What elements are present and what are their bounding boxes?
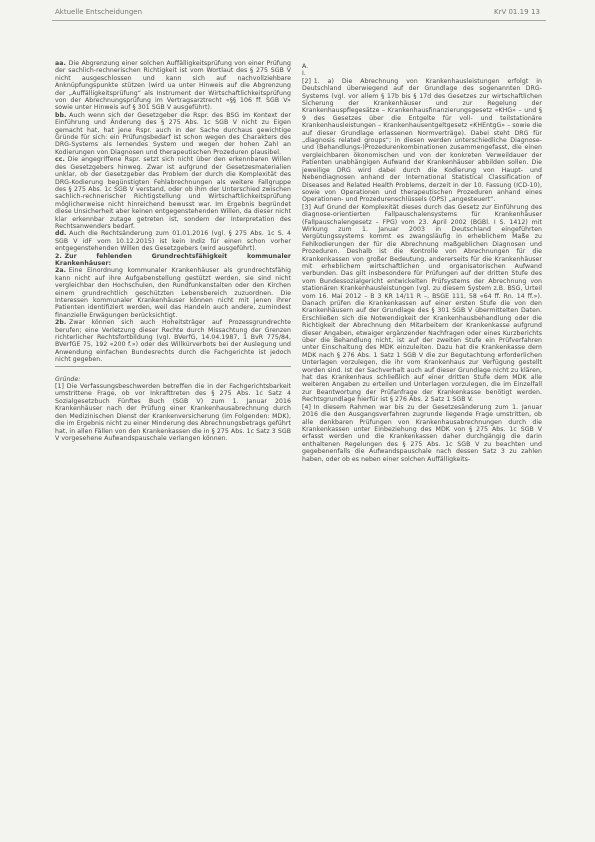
guiding-principle-2a: [55, 267, 291, 319]
guiding-principle-aa: [55, 60, 291, 112]
heading-marker: 2.: [55, 252, 62, 260]
margin-paragraph-3: [302, 204, 542, 404]
guiding-principle-bb: [55, 112, 291, 156]
page-number: 13: [531, 8, 540, 16]
journal-issue: KrV 01.19: [494, 8, 529, 16]
item-text: Die angegriffene Rspr. setzt sich nicht über den erkennbaren Willen des Gesetzgebers hinweg. Zwar ist aufgrund der Gesetzesmaterialien unklar, ob der Gesetzgeber das Problem der durch die Komplexität des DRG-Kodierung begünstigten Fehlabrechnungen als weitere Fallgruppe des § 275 Abs. 1c SGB V verstand, oder ob ihm der Unterschied zwischen sachlich-rechnerischer Richtigstellung und Wirtschaftlichkeitsprüfung möglicherweise nicht hinreichend bewusst war. Im Ergebnis begründet diese Unsicherheit aber keinen entgegenstehenden Willen, da dieser nicht klar erkennbar zutage getreten ist, sondern der Interpretation des Rechtsanwenders bedarf.: [55, 156, 291, 230]
item-text: Die Abgrenzung einer solchen Auffälligkeitsprüfung von einer Prüfung der sachlich-rechnerischen Richtigkeit ist vom Wortlaut des § 275 SGB V nicht ausgeschlossen und kann sich auf nachvollziehbare Anknüpfungspunkte stützen (wird ua unter Hinweis auf die Abgrenzung der „Auffälligkeitsprüfung“ als Instrument der Wirtschaftlichkeitsprüfung von der Abrechnungsprüfung im Vertragsarztrecht «§§ 106 ff. SGB V» sowie unter Hinweis auf § 301 SGB V ausgeführt).: [55, 60, 291, 112]
paragraph-text: In diesem Rahmen war bis zu der Gesetzesänderung zum 1. Januar 2016 die den Ausgangsverfahren zugrunde liegende Frage umstritten, ob alle denkbaren Prüfungen von Krankenhausabrechnungen durch die Krankenkassen unter Einbeziehung des MDK von § 275 Abs. 1c SGB V erfasst werden und die Krankenkassen daher durchgängig die darin enthaltenen Regelungen des § 275 Abs. 1c SGB V zu beachten und gegebenenfalls die Aufwandspauschale nach dessen Satz 3 zu zahlen haben, oder ob es neben einer solchen Auffälligkeits-: [302, 403, 542, 463]
left-column: [55, 60, 291, 442]
header-rule: [52, 20, 546, 21]
item-marker: cc.: [55, 156, 65, 164]
section-heading-2: [55, 253, 291, 268]
item-text: Auch wenn sich der Gesetzgeber die Rspr. des BSG im Kontext der Einführung und Änderung des § 275 Abs. 1c SGB V nicht zu Eigen gemacht hat, hat jene Rspr. auch in der Sache durchaus gewichtige Gründe für sich: ein Prüfungsbedarf ist schon wegen des Charakters des DRG-Systems als lernendes System und wegen der hohen Zahl an Kodierungen von Diagnosen und therapeutischen Prozeduren plausibel.: [55, 111, 291, 156]
item-text: Eine Einordnung kommunaler Krankenhäuser als grundrechtsfähig kann nicht auf ihre Aufgabenstellung gestützt werden, sie sind nicht vergleichbar den Hochschulen, den Rundfunkanstalten oder den Kirchen einem grundrechtlich geschützten Lebensbereich zuzuordnen. Die Interessen kommunaler Krankenhäuser können nicht mit jenen ihrer Patienten identifiziert werden, weil das Handeln auch andere, zumindest finanzielle Erwägungen berücksichtigt.: [55, 267, 291, 319]
margin-paragraph-2: [302, 78, 542, 204]
margin-number: [2]: [302, 77, 311, 85]
section-heading-a: A.: [302, 63, 309, 70]
item-marker: aa.: [55, 60, 66, 67]
paragraph-text: Die Verfassungsbeschwerden betreffen die in der Fachgerichtsbarkeit umstrittene Frage, ob vor Inkrafttreten des § 275 Abs. 1c Satz 4 Sozialgesetzbuch Fünftes Buch (SGB V) zum 1. Januar 2016 Krankenhäuser nach der Prüfung einer Krankenhausabrechnung durch den Medizinischen Dienst der Krankenversicherung (im Folgenden: MDK), die im Ergebnis nicht zu einer Minderung des Abrechnungsbetrags geführt hat, in allen Fällen von den Krankenkassen die in § 275 Abs. 1c Satz 3 SGB V vorgesehene Aufwandspauschale verlangen können.: [55, 383, 291, 442]
running-header-section: Aktuelle Entscheidungen: [55, 8, 143, 16]
reasons-label: Gründe:: [55, 375, 81, 383]
guiding-principle-dd: [55, 230, 291, 252]
subsection-heading-i: I.: [302, 70, 306, 78]
guiding-principle-2b: [55, 319, 291, 363]
paragraph-text: Auf Grund der Komplexität dieses durch das Gesetz zur Einführung des diagnose-orientierten Fallpauschalensystems für Krankenhäuser (Fallpauschalengesetz – FPG) vom 23. April 2002 (BGBl. I S. 1412) mit Wirkung zum 1. Januar 2003 in Deutschland eingeführten Vergütungssystems kommt es zwangsläufig in erheblichem Maße zu Fehlkodierungen der für die Abrechnung maßgeblichen Diagnosen und Prozeduren. Deshalb ist die Kontrolle von Abrechnungen für die Krankenkassen von großer Bedeutung, andererseits für die Krankenhäuser mit erheblichem wirtschaftlichen und organisatorischen Aufwand verbunden. Das gilt insbesondere für Prüfungen auf der dritten Stufe des vom Bundessozialgericht entwickelten Prüfsystems der Abrechnung von stationären Krankenhausleistungen (vgl. zu diesem System z.B. BSG, Urteil vom 16. Mai 2012 – B 3 KR 14/11 R –, BSGE 111, 58 «64 ff. Rn. 14 ff.»). Danach prüfen die Krankenkassen auf einer ersten Stufe die von den Krankenhäusern auf der Grundlage des § 301 SGB V übermittelten Daten. Erschließen sich die Notwendigkeit der Krankenhausbehandlung oder die Richtigkeit der Abrechnung den Mitarbeitern der Krankenkasse aufgrund dieser Angaben, etwaiger ergänzender Nachfragen oder eines Kurzberichts über die Behandlung nicht, ist auf der zweiten Stufe ein Prüfverfahren unter Einschaltung des MDK einzuleiten. Dazu hat die Krankenkasse dem MDK nach § 276 Abs. 1 Satz 1 SGB V die zur Begutachtung erforderlichen Unterlagen vorzulegen, die ihr vom Krankenhaus zur Verfügung gestellt worden sind. Ist der Sachverhalt auch auf dieser Grundlage nicht zu klären, hat das Krankenhaus schließlich auf einer dritten Stufe dem MDK alle weiteren Angaben zu erteilen und Unterlagen vorzulegen, die im Einzelfall zur Beantwortung der Prüfanfrage der Krankenkasse benötigt werden. Rechtsgrundlage hierfür ist § 276 Abs. 2 Satz 1 SGB V.: [302, 203, 542, 404]
item-text: Zwar können sich auch Hoheitsträger auf Prozessgrundrechte berufen; eine Verletzung dieser Rechte durch Missachtung der Grenzen richterlicher Rechtsfortbildung (vgl. BVerfG, 14.04.1987, 1 BvR 775/84, BVerfGE 75, 192 «200 f.») oder des Willkürverbots bei der Auslegung und Anwendung einfachen Bundesrechts durch die Fachgerichte ist jedoch nicht gegeben.: [55, 319, 291, 364]
paragraph-text: 1. a) Die Abrechnung von Krankenhausleistungen erfolgt in Deutschland überwiegend auf der Grundlage des sogenannten DRG-Systems (vgl. vor allem § 17b bis § 17d des Gesetzes zur wirtschaftlichen Sicherung der Krankenhäuser und zur Regelung der Krankenhauspflegesätze – Krankenhausfinanzierungsgesetz «KHG» – und § 9 des Gesetzes über die Entgelte für voll- und teilstationäre Krankenhausleistungen – Krankenhausentgeltgesetz «KHEntgG» – sowie die auf dieser Grundlage erlassenen Normverträge). Dabei steht DRG für „diagnosis related groups“; in diesen werden unterschiedliche Diagnose- und (Behandlungs-)Prozedurenkombinationen zusammengefasst, die einen vergleichbaren ökonomischen und von der konkreten Verweildauer der Patienten unabhängigen Aufwand der Krankenhäuser abbilden sollen. Die jeweilige DRG wird dabei durch die Kodierung von Haupt- und Nebendiagnosen anhand der International Statistical Classification of Diseases and Related Health Problems, derzeit in der 10. Fassung (ICD-10), sowie von Operationen und therapeutischen Prozeduren anhand eines Operationen- und Prozedurenschlüssels (OPS) „angesteuert“.: [302, 77, 542, 204]
margin-paragraph-4: [302, 404, 542, 463]
margin-number: [4]: [302, 403, 311, 411]
guiding-principle-cc: [55, 156, 291, 230]
item-marker: 2b.: [55, 319, 67, 327]
margin-number: [1]: [55, 383, 64, 391]
margin-number: [3]: [302, 203, 311, 211]
heading-text: Zur fehlenden Grundrechtsfähigkeit kommunaler Krankenhäuser:: [55, 252, 291, 267]
right-column: [302, 63, 542, 463]
item-marker: dd.: [55, 230, 67, 238]
item-text: Auch die Rechtsänderung zum 01.01.2016 (vgl. § 275 Abs. 1c S. 4 SGB V idF vom 10.12.2015) ist kein Indiz für einen schon vorher entgegenstehenden Willen des Gesetzgebers (wird ausgeführt).: [55, 230, 291, 253]
item-marker: bb.: [55, 111, 67, 119]
section-divider: [55, 366, 291, 367]
margin-paragraph-1: [55, 383, 291, 442]
item-marker: 2a.: [55, 267, 67, 275]
